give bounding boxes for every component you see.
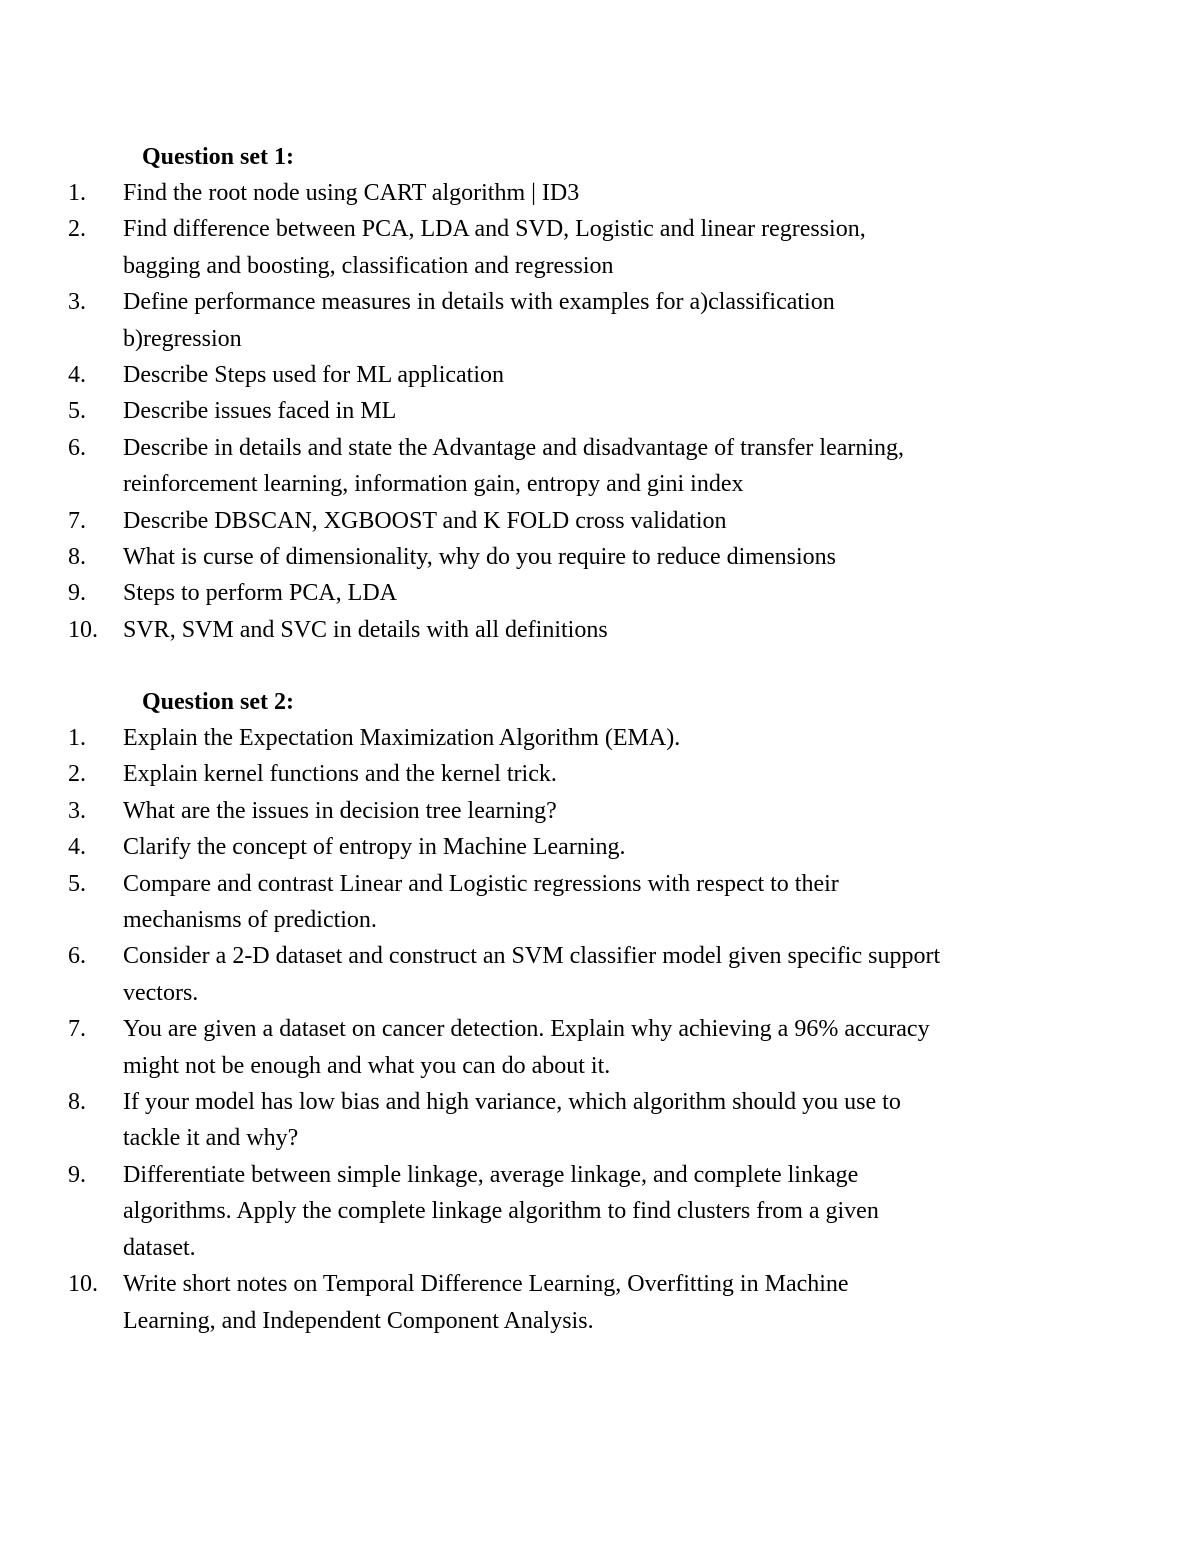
- item-number: 8.: [68, 1089, 86, 1116]
- item-number: 6.: [68, 434, 86, 461]
- list-item: [68, 503, 1108, 539]
- list-item: [68, 1011, 1108, 1084]
- list-item: [68, 393, 1108, 429]
- question-text: Describe in details and state the Advantage and disadvantage of transfer learning, reinforcement learning, information gain, entropy and gini index: [123, 434, 905, 498]
- list-item: [68, 938, 1108, 1011]
- question-text: Compare and contrast Linear and Logistic regressions with respect to their mechanisms of prediction.: [123, 870, 839, 934]
- question-text: Describe DBSCAN, XGBOOST and K FOLD cross validation: [123, 507, 727, 534]
- question-text: Explain kernel functions and the kernel trick.: [123, 761, 557, 788]
- question-text: Consider a 2-D dataset and construct an SVM classifier model given specific support vectors.: [123, 943, 941, 1006]
- item-number: 6.: [68, 943, 86, 970]
- item-number: 10.: [68, 616, 98, 643]
- list-item: [68, 211, 1108, 284]
- list-item: [68, 175, 1108, 211]
- question-text: Describe Steps used for ML application: [123, 362, 505, 389]
- list-item: [68, 1157, 1108, 1266]
- question-set-2: [68, 684, 1108, 1339]
- question-text: If your model has low bias and high variance, which algorithm should you use to tackle it and why?: [123, 1089, 901, 1152]
- item-number: 7.: [68, 1016, 86, 1043]
- question-set-1: [68, 139, 1108, 648]
- question-text: What is curse of dimensionality, why do you require to reduce dimensions: [123, 544, 836, 571]
- list-item: [68, 430, 1108, 503]
- question-text: Steps to perform PCA, LDA: [123, 580, 397, 607]
- list-item: [68, 1084, 1108, 1157]
- list-item: [68, 829, 1108, 865]
- question-text: You are given a dataset on cancer detection. Explain why achieving a 96% accuracy might not be enough and what you can do about it.: [123, 1016, 930, 1079]
- list-item: [68, 756, 1108, 792]
- item-number: 2.: [68, 216, 86, 243]
- item-number: 2.: [68, 761, 86, 788]
- item-number: 9.: [68, 580, 86, 607]
- list-item: [68, 357, 1108, 393]
- item-number: 3.: [68, 797, 86, 824]
- list-item: [68, 720, 1108, 756]
- question-text: Explain the Expectation Maximization Algorithm (EMA).: [123, 725, 681, 751]
- item-number: 5.: [68, 398, 86, 425]
- question-text: Describe issues faced in ML: [123, 398, 397, 425]
- item-number: 10.: [68, 1271, 98, 1298]
- question-set-2-list: [68, 720, 1108, 1339]
- list-item: [68, 1266, 1108, 1339]
- question-set-1-list: [68, 175, 1108, 648]
- question-text: Clarify the concept of entropy in Machine Learning.: [123, 834, 626, 861]
- question-text: Define performance measures in details with examples for a)classification b)regression: [123, 289, 835, 352]
- list-item: [68, 575, 1108, 611]
- item-number: 1.: [68, 725, 86, 751]
- question-text: Write short notes on Temporal Difference Learning, Overfitting in Machine Learning, and Independent Component Analysis.: [123, 1271, 849, 1334]
- question-set-1-title: Question set 1:: [142, 144, 294, 170]
- item-number: 5.: [68, 870, 86, 897]
- list-item: [68, 612, 1108, 648]
- question-text: SVR, SVM and SVC in details with all definitions: [123, 616, 608, 643]
- question-text: Find the root node using CART algorithm | ID3: [123, 180, 580, 206]
- item-number: 4.: [68, 362, 86, 389]
- list-item: [68, 539, 1108, 575]
- list-item: [68, 284, 1108, 357]
- item-number: 9.: [68, 1161, 86, 1188]
- question-text: Differentiate between simple linkage, average linkage, and complete linkage algorithms. Apply the complete linkage algorithm to find clusters from a given dataset.: [123, 1161, 879, 1261]
- item-number: 4.: [68, 834, 86, 861]
- question-text: Find difference between PCA, LDA and SVD, Logistic and linear regression, bagging and boosting, classification and regression: [123, 216, 866, 279]
- item-number: 1.: [68, 180, 86, 206]
- item-number: 8.: [68, 544, 86, 571]
- item-number: 3.: [68, 289, 86, 316]
- question-set-2-title: Question set 2:: [142, 689, 294, 715]
- list-item: [68, 793, 1108, 829]
- question-text: What are the issues in decision tree learning?: [123, 797, 557, 824]
- item-number: 7.: [68, 507, 86, 534]
- list-item: [68, 866, 1108, 939]
